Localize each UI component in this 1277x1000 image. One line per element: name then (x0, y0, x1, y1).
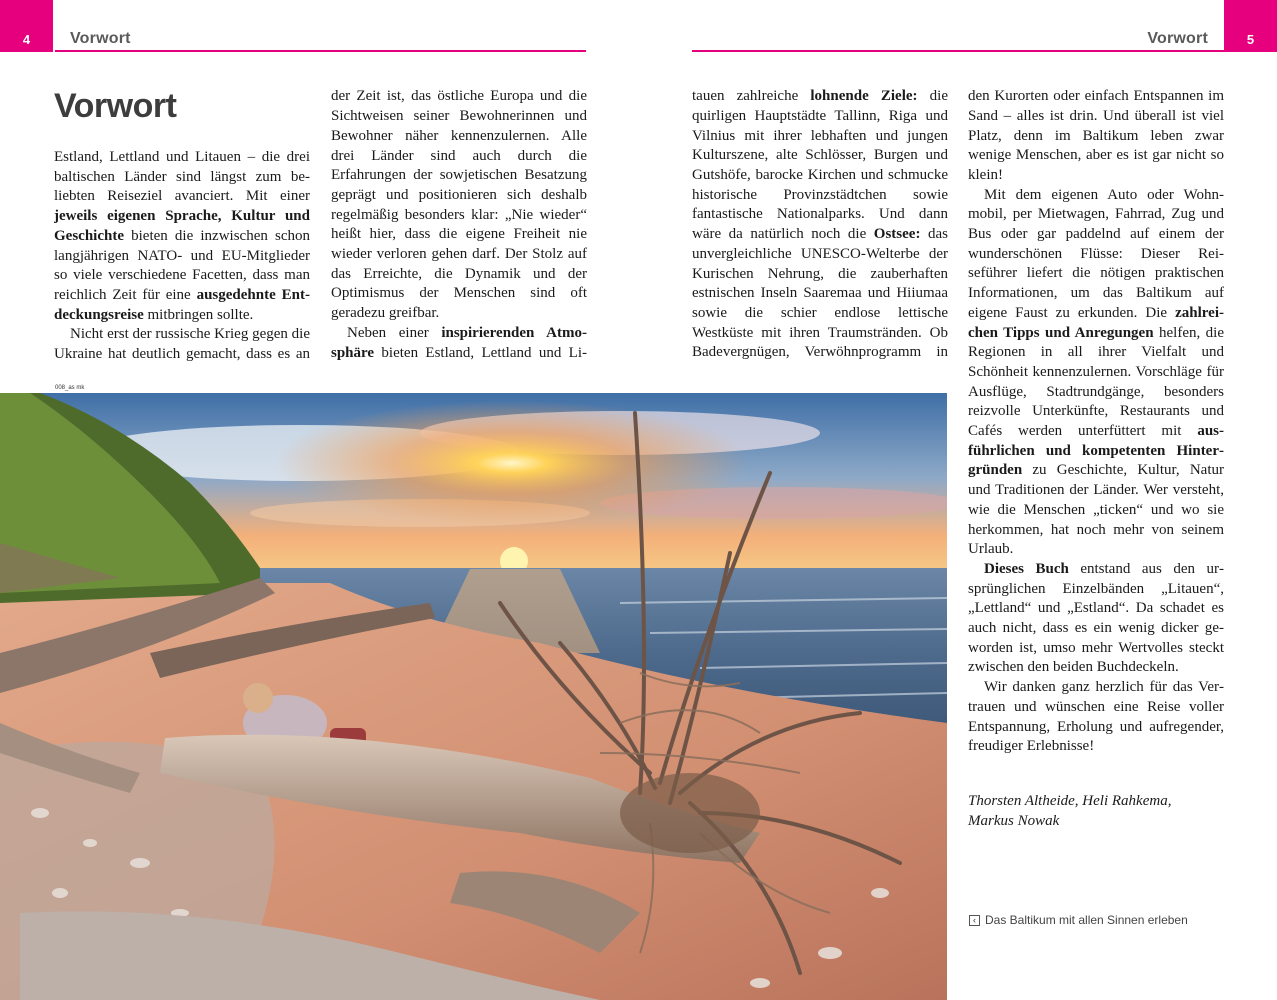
column-3 (692, 84, 948, 360)
page-number-tab-left (0, 0, 53, 52)
paragraph-4: Mit dem eigenen Auto oder Wohnmobil, per Mietwagen, Fahrrad, Zug und Bus oder gar paddelnd auf einem der wunderschönen Flüsse: Dieser Reiseführer liefert die nötigen praktischen Informationen, um das Baltikum auf eigene Faust zu erkunden. Die zahlreichen Tipps und Anregungen helfen, die Regionen in all ihrer Vielfalt und Schönheit kennenzulernen. Vorschläge für Ausflüge, Stadtrundgänge, besonders reizvolle Unterkünfte, Restaurants und Cafés werden unterfüttert mit ausführlichen und kompetenten Hintergründen zu Geschichte, Kultur, Natur und Traditionen der Länder. Wer versteht, wie die Menschen „ticken“ und wo sie herkommen, hat noch mehr von seinem Urlaub. (968, 186, 1224, 558)
page-number-left: 4 (22, 32, 31, 47)
page-title: Vorwort (54, 87, 177, 125)
cross-reference[interactable] (969, 913, 1188, 927)
column-2 (331, 84, 587, 360)
running-head-right: Vorwort (1147, 30, 1208, 47)
page-number-tab-right (1224, 0, 1277, 52)
column-1 (54, 86, 310, 361)
author-signature: Thorsten Altheide, Heli Rahkema, Markus Nowak (968, 793, 1172, 829)
column-4-flow (968, 84, 1224, 754)
image-credit: 008_as mk (55, 385, 85, 391)
page-number-right: 5 (1246, 32, 1255, 47)
header-rule-right (692, 50, 1224, 52)
paragraph-3: den Kurorten oder einfach Entspannen im Sand – alles ist drin. Und überall ist viel Platz, denn im Baltikum leben zwar wenige Menschen, aber es ist gar nicht so klein! (968, 88, 1224, 183)
column-4 (968, 84, 1224, 831)
paragraph-6: Wir danken ganz herzlich für das Vertrauen und wünschen eine Reise voller Entspannung, Erholung und aufregender, freudiger Erlebnisse! (968, 679, 1224, 754)
paragraph-2: Nicht erst der russische Krieg gegen die Ukraine hat deutlich gemacht, dass es an (54, 326, 310, 361)
header-rule-left (55, 50, 586, 52)
paragraph-5: Dieses Buch entstand aus den ursprünglichen Einzelbänden „Litauen“, „Lettland“ und „Estland“. Da schadet es auch nicht, dass es ein wenig dicker geworden ist, umso mehr Wertvolles steckt zwischen den beiden Buchdeckeln. (968, 560, 1224, 676)
chevron-left-box-icon: ‹ (969, 915, 980, 926)
running-head-left: Vorwort (70, 30, 131, 47)
paragraph-3: auen zahlreiche lohnende Ziele: die quirligen Hauptstädte Tallinn, Riga und Vilnius mit ihrer lebhaften und jungen Kulturszene, alte Schlösser, Burgen und Gutshöfe, barocke Kirchen und schmucke historische Provinzstädtchen sowie fantastische Nationalparks. Und dann wäre da natürlich noch die Ostsee: das unvergleichliche UNESCO-Welterbe der Kurischen Nehrung, die zauberhaften estnischen Inseln Saaremaa und Hiiumaa sowie die schier endlose lettische Westküste mit ihren Traumstränden. Ob Badevergnügen, Verwöhnprogramm in (692, 88, 948, 360)
beach-sunset-photo (0, 393, 947, 1000)
paragraph-3: Neben einer inspirierenden Atmosphäre bieten Estland, Lettland und Li (331, 324, 587, 360)
paragraph-2: der Zeit ist, das östliche Europa und die Sichtweisen seiner Bewohnerinnen und Bewohner näher kennenzulernen. Alle drei Länder sind auch durch die Erfahrungen der sowjetischen Besatzung geprägt und positionieren sich deshalb regelmäßig besonders klar: „Nie wieder“ heißt hier, dass die eigene Freiheit nie wieder verloren gehen darf. Der Stolz auf das Erreichte, die Dynamik und der Optimismus der Menschen sind oft geradezu greifbar. (331, 88, 587, 322)
paragraph-1: Estland, Lettland und Litauen – die drei baltischen Länder sind längst zum beliebten Reiseziel avanciert. Mit einer jeweils eigenen Sprache, Kultur und Geschichte bieten die inzwischen schon langjährigen NATO- und EU-Mitglieder so viele verschiedene Facetten, dass man reichlich Zeit für eine ausgedehnte Entdeckungsreise mitbringen sollte. (54, 149, 310, 323)
cross-reference-label: Das Baltikum mit allen Sinnen erleben (985, 913, 1188, 927)
